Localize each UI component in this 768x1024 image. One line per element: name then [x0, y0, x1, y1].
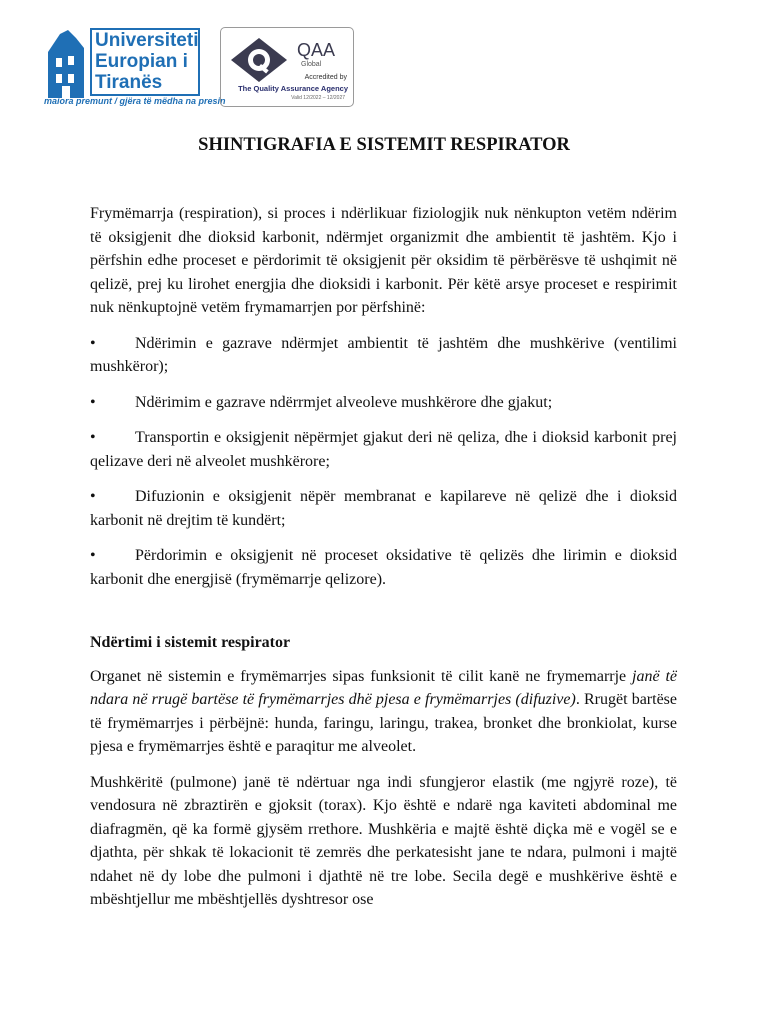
bullet-marker: • — [90, 547, 96, 564]
list-item — [90, 544, 677, 591]
university-name-line3: Tiranës — [95, 72, 163, 93]
structure-paragraph — [90, 665, 677, 759]
bullet-marker: • — [90, 393, 96, 411]
document-body — [90, 202, 677, 924]
bullet-marker: • — [90, 488, 96, 505]
list-item-text: Përdorimin e oksigjenit në proceset oksidative të qelizës dhe lirimin e dioksid karbonit dhe energjisë (frymëmarrje qelizore). — [90, 547, 677, 588]
list-item — [90, 485, 677, 532]
university-logo — [44, 26, 226, 112]
document-title: SHINTIGRAFIA E SISTEMIT RESPIRATOR — [198, 135, 570, 155]
university-motto: maiora premunt / gjëra të mëdha na presin — [44, 96, 226, 106]
bullet-marker: • — [90, 334, 96, 352]
list-item-text: Ndërimim e gazrave ndërrmjet alveoleve mushkërore dhe gjakut; — [135, 393, 553, 411]
section-heading: Ndërtimi i sistemit respirator — [90, 634, 291, 651]
list-item — [90, 426, 677, 473]
list-item-text: Transportin e oksigjenit nëpërmjet gjakut deri në qeliza, dhe i dioksid karbonit prej qelizave deri në alveolet mushkërore; — [90, 429, 677, 470]
page-header — [44, 26, 374, 116]
qaa-accredited-label: Accredited by — [304, 74, 347, 81]
paragraph-text-start: Organet në sistemin e frymëmarrjes sipas funksionit të cilit kanë ne frymemarrje — [90, 667, 633, 685]
qaa-validity: Valid 12/2022 – 12/2027 — [291, 95, 345, 101]
qaa-agency-name: The Quality Assurance Agency — [238, 84, 348, 93]
list-item-text: Ndërimin e gazrave ndërmjet ambientit të jashtëm dhe mushkërive (ventilimi mushkëror); — [90, 334, 677, 375]
list-item — [90, 391, 677, 415]
university-name — [90, 28, 200, 96]
bullet-marker: • — [90, 429, 96, 446]
list-item — [90, 332, 677, 379]
list-item-text: Difuzionin e oksigjenit nëpër membranat e kapilareve në qelizë dhe i dioksid karbonit në drejtim të kundërt; — [90, 488, 677, 529]
university-name-line2: Europian i — [95, 51, 188, 72]
qaa-accreditation-badge — [220, 27, 354, 107]
qaa-diamond-icon — [227, 34, 291, 84]
qaa-subtitle: Global — [301, 61, 322, 68]
building-icon — [46, 28, 86, 100]
qaa-title: QAA — [297, 40, 336, 60]
paragraph-text-italic: janë të ndara në rrugë bartëse të frymëmarrjes dhë pjesa e frymëmarrjes (difuzive) — [90, 667, 677, 708]
paragraph-text-end: . Rrugët bartëse të frymëmarrjes i përbëjnë: hunda, faringu, laringu, trakea, bronket dhe bronkiolat, kurse pjesa e frymëmarrjes është e paraqitur me alveolet. — [90, 691, 677, 755]
intro-paragraph: Frymëmarrja (respiration), si proces i ndërlikuar fiziologjik nuk nënkupton vetëm ndërim të oksigjenit dhe dioksid karbonit, ndërmjet organizmit dhe ambientit të jashtëm. Kjo i përfshin edhe proceset e përdorimit të oksigjenit për oksidim të përbërësve të ushqimit në qelizë, prej ku lirohet energjia dhe dioksidi i karbonit. Për këtë arsye proceset e respirimit nuk nënkuptojnë vetëm frymamarrjen por përfshinë: — [90, 205, 677, 316]
lungs-paragraph: Mushkëritë (pulmone) janë të ndërtuar nga indi sfungjeror elastik (me ngjyrë roze), të vendosura në zbraztirën e gjoksit (torax). Kjo është e ndarë nga kaviteti abdominal me diafragmën, që ka formë gjysëm rrethore. Mushkëria e majtë është diçka më e vogël se e djathta, për shkak të lokacionit të zemrës dhe perkatesisht jane te ndara, pulmoni i majtë ndahet në dy lobe dhe pulmoni i djathtë në tre lobe. Secila degë e mushkërive është e mbështjellur me mbështjellës dyshtresor ose — [90, 773, 677, 908]
university-name-line1: Universiteti — [95, 30, 199, 51]
